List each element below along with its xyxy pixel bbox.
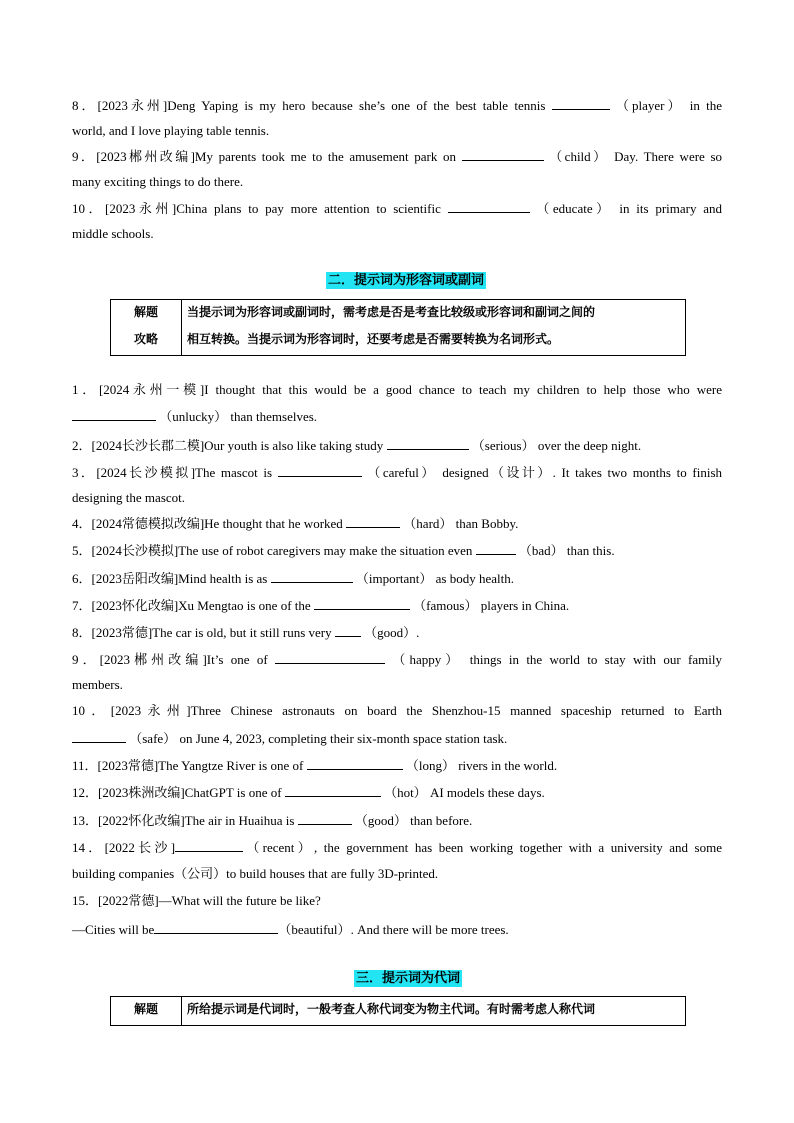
answer-blank[interactable] <box>72 730 126 743</box>
question-8-line-1: 8．[2023永州]Deng Yaping is my hero because she’s one of the best table tennis （player） in the <box>72 98 723 113</box>
answer-blank[interactable] <box>346 515 400 528</box>
answer-blank[interactable] <box>335 624 361 637</box>
tip-text-line-1: 所给提示词是代词时，一般考查人称代词变为物主代词。有时需考虑人称代词 <box>187 1002 596 1016</box>
question-11: 11．[2023常德]The Yangtze River is one of （long） rivers in the world. <box>72 758 558 773</box>
answer-blank[interactable] <box>154 921 278 934</box>
question-15-line-2: —Cities will be （beautiful）. And there will be more trees. <box>72 922 509 937</box>
question-9-line-2: many exciting things to do there. <box>72 174 244 189</box>
question-10-line-1: 10．[2023永州]China plans to pay more attention to scientific （educate） in its primary and <box>72 201 723 216</box>
question-8: 8．[2023常德]The car is old, but it still runs very （good）. <box>72 625 420 640</box>
answer-blank[interactable] <box>271 570 353 583</box>
question-1-line-2: （unlucky） than themselves. <box>72 408 722 425</box>
question-10-line-2: middle schools. <box>72 226 154 241</box>
question-3-line-2: designing the mascot. <box>72 490 186 505</box>
question-9-line-2: members. <box>72 677 123 692</box>
question-1-line-1: 1．[2024永州一模]I thought that this would be a good chance to teach my children to help those who were <box>72 382 722 397</box>
question-14-line-1: 14．[2022长沙] （recent）, the government has been working together with a university and some <box>72 840 722 855</box>
question-7: 7．[2023怀化改编]Xu Mengtao is one of the （famous） players in China. <box>72 598 570 613</box>
answer-blank[interactable] <box>387 437 469 450</box>
answer-blank[interactable] <box>298 812 352 825</box>
question-9-line-1: 9．[2023郴州改编]It’s one of （happy） things in the world to stay with our family <box>72 652 722 667</box>
answer-blank[interactable] <box>285 784 381 797</box>
answer-blank[interactable] <box>314 597 410 610</box>
question-6: 6．[2023岳阳改编]Mind health is as （important） as body health. <box>72 571 514 586</box>
answer-blank[interactable] <box>552 97 610 110</box>
tip-box <box>110 299 686 356</box>
tip-label: 解题 攻略 <box>111 300 182 355</box>
answer-blank[interactable] <box>476 542 516 555</box>
question-9-line-1: 9．[2023郴州改编]My parents took me to the amusement park on （child） Day. There were so <box>72 149 723 164</box>
answer-blank[interactable] <box>307 757 403 770</box>
question-13: 13．[2022怀化改编]The air in Huaihua is （good） than before. <box>72 813 473 828</box>
question-2: 2．[2024长沙长郡二模]Our youth is also like taking study （serious） over the deep night. <box>72 438 642 453</box>
question-14-line-2: building companies（公司）to build houses that are fully 3D-printed. <box>72 866 439 881</box>
answer-blank[interactable] <box>278 464 362 477</box>
answer-blank[interactable] <box>448 200 530 213</box>
tip-box <box>110 996 686 1026</box>
section-title: 三．提示词为代词 <box>356 971 461 986</box>
question-10-line-1: 10．[2023永州]Three Chinese astronauts on board the Shenzhou-15 manned spaceship returned to Earth <box>72 703 722 718</box>
question-8-line-2: world, and I love playing table tennis. <box>72 123 270 138</box>
tip-text-line-2: 相互转换。当提示词为形容词时，还要考虑是否需要转换为名词形式。 <box>187 332 560 346</box>
question-3-line-1: 3．[2024长沙模拟]The mascot is （careful） designed（设计）. It takes two months to finish <box>72 465 723 480</box>
answer-blank[interactable] <box>72 408 156 421</box>
answer-blank[interactable] <box>275 651 385 664</box>
question-5: 5．[2024长沙模拟]The use of robot caregivers may make the situation even （bad） than this. <box>72 543 615 558</box>
answer-blank[interactable] <box>462 148 544 161</box>
tip-label: 解题 <box>111 997 182 1025</box>
tip-text-line-1: 当提示词为形容词或副词时，需考虑是否是考查比较级或形容词和副词之间的 <box>187 305 596 319</box>
section-title: 二．提示词为形容词或副词 <box>328 273 485 288</box>
question-10-line-2: （safe） on June 4, 2023, completing their six-month space station task. <box>72 730 722 747</box>
question-15-line-1: 15．[2022常德]—What will the future be like? <box>72 893 321 908</box>
question-4: 4．[2024常德模拟改编]He thought that he worked （hard） than Bobby. <box>72 516 519 531</box>
question-12: 12．[2023株洲改编]ChatGPT is one of （hot） AI models these days. <box>72 785 545 800</box>
answer-blank[interactable] <box>175 839 243 852</box>
